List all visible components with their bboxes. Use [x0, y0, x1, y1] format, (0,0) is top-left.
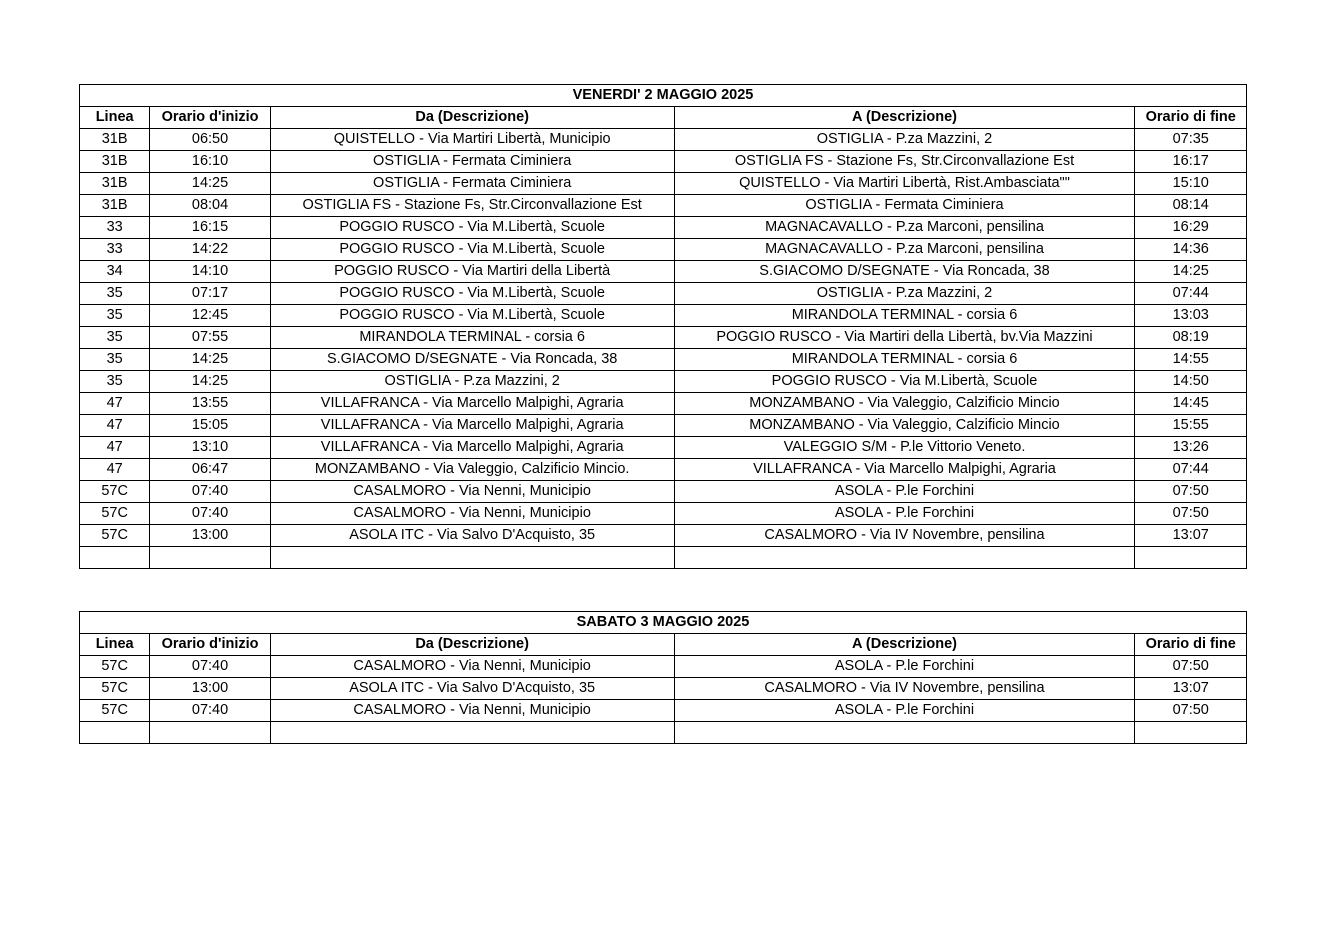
table-row: [80, 239, 1247, 261]
col-da-cell: POGGIO RUSCO - Via M.Libertà, Scuole: [270, 239, 674, 261]
col-orario-inizio-cell: 12:45: [150, 305, 271, 327]
col-orario-fine-cell: 07:44: [1135, 459, 1247, 481]
col-da-cell: POGGIO RUSCO - Via M.Libertà, Scuole: [270, 217, 674, 239]
table-row: [80, 656, 1247, 678]
col-linea-cell: 31B: [80, 151, 150, 173]
col-linea-cell: 34: [80, 261, 150, 283]
col-orario-inizio-cell: 15:05: [150, 415, 271, 437]
col-orario-fine-cell: 14:25: [1135, 261, 1247, 283]
col-orario-inizio-header: Orario d'inizio: [150, 634, 271, 656]
col-linea-cell: 35: [80, 327, 150, 349]
col-orario-fine-cell: 08:14: [1135, 195, 1247, 217]
col-da-cell: OSTIGLIA - Fermata Ciminiera: [270, 151, 674, 173]
col-orario-fine-cell: 14:45: [1135, 393, 1247, 415]
col-da-cell: OSTIGLIA - P.za Mazzini, 2: [270, 371, 674, 393]
col-da-cell: VILLAFRANCA - Via Marcello Malpighi, Agraria: [270, 415, 674, 437]
col-orario-fine-cell: 07:50: [1135, 656, 1247, 678]
col-da-cell: [270, 547, 674, 569]
col-orario-inizio-cell: 14:25: [150, 371, 271, 393]
col-orario-inizio-cell: 08:04: [150, 195, 271, 217]
col-linea-cell: 57C: [80, 481, 150, 503]
col-orario-inizio-header: Orario d'inizio: [150, 107, 271, 129]
col-orario-inizio-cell: 07:40: [150, 481, 271, 503]
col-orario-fine-cell: 16:17: [1135, 151, 1247, 173]
table-row: [80, 305, 1247, 327]
col-da-cell: MONZAMBANO - Via Valeggio, Calzificio Mincio.: [270, 459, 674, 481]
table-row: [80, 261, 1247, 283]
col-orario-fine-cell: 15:10: [1135, 173, 1247, 195]
col-linea-cell: 31B: [80, 129, 150, 151]
col-orario-fine-cell: 07:35: [1135, 129, 1247, 151]
col-orario-fine-cell: 08:19: [1135, 327, 1247, 349]
col-da-cell: POGGIO RUSCO - Via M.Libertà, Scuole: [270, 283, 674, 305]
col-linea-cell: 31B: [80, 173, 150, 195]
col-linea-cell: 47: [80, 459, 150, 481]
col-da-cell: OSTIGLIA FS - Stazione Fs, Str.Circonvallazione Est: [270, 195, 674, 217]
table-row: [80, 195, 1247, 217]
col-da-cell: CASALMORO - Via Nenni, Municipio: [270, 656, 674, 678]
header-row: [80, 107, 1247, 129]
col-linea-cell: 57C: [80, 678, 150, 700]
schedule-table-friday: [79, 84, 1247, 569]
col-da-cell: OSTIGLIA - Fermata Ciminiera: [270, 173, 674, 195]
col-da-cell: ASOLA ITC - Via Salvo D'Acquisto, 35: [270, 678, 674, 700]
col-linea-cell: 35: [80, 305, 150, 327]
col-orario-inizio-cell: 14:25: [150, 349, 271, 371]
col-da-cell: MIRANDOLA TERMINAL - corsia 6: [270, 327, 674, 349]
col-orario-fine-header: Orario di fine: [1135, 107, 1247, 129]
table-row: [80, 173, 1247, 195]
col-linea-cell: 57C: [80, 525, 150, 547]
col-linea-cell: 57C: [80, 700, 150, 722]
col-a-cell: CASALMORO - Via IV Novembre, pensilina: [674, 678, 1135, 700]
table-row: [80, 678, 1247, 700]
col-a-cell: QUISTELLO - Via Martiri Libertà, Rist.Ambasciata"": [674, 173, 1135, 195]
col-orario-inizio-cell: 14:25: [150, 173, 271, 195]
table-row: [80, 437, 1247, 459]
col-orario-fine-cell: 14:50: [1135, 371, 1247, 393]
table-row: [80, 415, 1247, 437]
col-linea-cell: 47: [80, 437, 150, 459]
col-orario-inizio-cell: 07:17: [150, 283, 271, 305]
col-a-cell: POGGIO RUSCO - Via M.Libertà, Scuole: [674, 371, 1135, 393]
col-a-cell: ASOLA - P.le Forchini: [674, 700, 1135, 722]
col-a-cell: MIRANDOLA TERMINAL - corsia 6: [674, 349, 1135, 371]
col-orario-inizio-cell: 14:22: [150, 239, 271, 261]
col-orario-inizio-cell: 13:10: [150, 437, 271, 459]
col-orario-inizio-cell: 06:50: [150, 129, 271, 151]
col-orario-fine-header: Orario di fine: [1135, 634, 1247, 656]
schedule-table-saturday: [79, 611, 1247, 744]
col-a-cell: CASALMORO - Via IV Novembre, pensilina: [674, 525, 1135, 547]
col-orario-fine-cell: [1135, 722, 1247, 744]
col-orario-fine-cell: 14:55: [1135, 349, 1247, 371]
col-a-cell: OSTIGLIA - Fermata Ciminiera: [674, 195, 1135, 217]
col-linea-cell: 57C: [80, 503, 150, 525]
col-orario-fine-cell: 13:03: [1135, 305, 1247, 327]
col-orario-fine-cell: 14:36: [1135, 239, 1247, 261]
header-row: [80, 634, 1247, 656]
col-orario-fine-cell: 07:44: [1135, 283, 1247, 305]
table-row: [80, 217, 1247, 239]
col-linea-cell: 47: [80, 415, 150, 437]
col-orario-fine-cell: 07:50: [1135, 503, 1247, 525]
col-a-cell: VALEGGIO S/M - P.le Vittorio Veneto.: [674, 437, 1135, 459]
table-title: VENERDI' 2 MAGGIO 2025: [80, 85, 1247, 107]
table-row: [80, 722, 1247, 744]
col-a-cell: ASOLA - P.le Forchini: [674, 656, 1135, 678]
col-linea-cell: 47: [80, 393, 150, 415]
col-orario-inizio-cell: 13:55: [150, 393, 271, 415]
col-da-cell: CASALMORO - Via Nenni, Municipio: [270, 481, 674, 503]
col-orario-inizio-cell: 06:47: [150, 459, 271, 481]
col-linea-cell: 31B: [80, 195, 150, 217]
col-da-cell: [270, 722, 674, 744]
col-da-cell: ASOLA ITC - Via Salvo D'Acquisto, 35: [270, 525, 674, 547]
col-a-cell: OSTIGLIA - P.za Mazzini, 2: [674, 283, 1135, 305]
col-orario-inizio-cell: [150, 722, 271, 744]
col-linea-header: Linea: [80, 107, 150, 129]
col-da-cell: VILLAFRANCA - Via Marcello Malpighi, Agraria: [270, 437, 674, 459]
table-row: [80, 459, 1247, 481]
col-orario-fine-cell: 16:29: [1135, 217, 1247, 239]
col-da-cell: CASALMORO - Via Nenni, Municipio: [270, 700, 674, 722]
table-row: [80, 283, 1247, 305]
col-orario-fine-cell: 13:07: [1135, 678, 1247, 700]
col-da-header: Da (Descrizione): [270, 634, 674, 656]
col-orario-inizio-cell: 13:00: [150, 525, 271, 547]
col-a-cell: [674, 547, 1135, 569]
col-linea-cell: 35: [80, 371, 150, 393]
table-row: [80, 481, 1247, 503]
col-a-cell: S.GIACOMO D/SEGNATE - Via Roncada, 38: [674, 261, 1135, 283]
table-row: [80, 129, 1247, 151]
col-a-cell: OSTIGLIA - P.za Mazzini, 2: [674, 129, 1135, 151]
table-row: [80, 327, 1247, 349]
table-title: SABATO 3 MAGGIO 2025: [80, 612, 1247, 634]
col-da-cell: VILLAFRANCA - Via Marcello Malpighi, Agraria: [270, 393, 674, 415]
col-da-cell: POGGIO RUSCO - Via M.Libertà, Scuole: [270, 305, 674, 327]
col-orario-fine-cell: 13:26: [1135, 437, 1247, 459]
col-orario-inizio-cell: 16:10: [150, 151, 271, 173]
col-da-header: Da (Descrizione): [270, 107, 674, 129]
col-orario-inizio-cell: 07:40: [150, 700, 271, 722]
col-a-cell: MAGNACAVALLO - P.za Marconi, pensilina: [674, 217, 1135, 239]
col-orario-fine-cell: [1135, 547, 1247, 569]
col-orario-inizio-cell: 13:00: [150, 678, 271, 700]
col-orario-fine-cell: 07:50: [1135, 481, 1247, 503]
col-a-header: A (Descrizione): [674, 107, 1135, 129]
col-linea-cell: 57C: [80, 656, 150, 678]
col-a-cell: POGGIO RUSCO - Via Martiri della Libertà, bv.Via Mazzini: [674, 327, 1135, 349]
col-linea-cell: 33: [80, 239, 150, 261]
col-orario-inizio-cell: 14:10: [150, 261, 271, 283]
col-orario-fine-cell: 15:55: [1135, 415, 1247, 437]
col-linea-cell: 33: [80, 217, 150, 239]
col-linea-cell: [80, 547, 150, 569]
col-orario-inizio-cell: [150, 547, 271, 569]
table-row: [80, 700, 1247, 722]
col-a-cell: MAGNACAVALLO - P.za Marconi, pensilina: [674, 239, 1135, 261]
col-a-cell: OSTIGLIA FS - Stazione Fs, Str.Circonvallazione Est: [674, 151, 1135, 173]
col-da-cell: CASALMORO - Via Nenni, Municipio: [270, 503, 674, 525]
col-orario-fine-cell: 13:07: [1135, 525, 1247, 547]
col-linea-cell: 35: [80, 283, 150, 305]
col-da-cell: S.GIACOMO D/SEGNATE - Via Roncada, 38: [270, 349, 674, 371]
col-a-header: A (Descrizione): [674, 634, 1135, 656]
col-a-cell: ASOLA - P.le Forchini: [674, 503, 1135, 525]
col-a-cell: [674, 722, 1135, 744]
col-orario-inizio-cell: 07:55: [150, 327, 271, 349]
table-row: [80, 503, 1247, 525]
col-a-cell: VILLAFRANCA - Via Marcello Malpighi, Agraria: [674, 459, 1135, 481]
col-linea-cell: [80, 722, 150, 744]
col-linea-cell: 35: [80, 349, 150, 371]
table-row: [80, 349, 1247, 371]
col-orario-fine-cell: 07:50: [1135, 700, 1247, 722]
table-row: [80, 547, 1247, 569]
table-row: [80, 393, 1247, 415]
col-a-cell: ASOLA - P.le Forchini: [674, 481, 1135, 503]
col-a-cell: MONZAMBANO - Via Valeggio, Calzificio Mincio: [674, 393, 1135, 415]
col-orario-inizio-cell: 07:40: [150, 503, 271, 525]
col-a-cell: MIRANDOLA TERMINAL - corsia 6: [674, 305, 1135, 327]
table-row: [80, 151, 1247, 173]
col-da-cell: POGGIO RUSCO - Via Martiri della Libertà: [270, 261, 674, 283]
table-row: [80, 525, 1247, 547]
col-orario-inizio-cell: 16:15: [150, 217, 271, 239]
col-linea-header: Linea: [80, 634, 150, 656]
col-a-cell: MONZAMBANO - Via Valeggio, Calzificio Mincio: [674, 415, 1135, 437]
col-orario-inizio-cell: 07:40: [150, 656, 271, 678]
table-row: [80, 371, 1247, 393]
col-da-cell: QUISTELLO - Via Martiri Libertà, Municipio: [270, 129, 674, 151]
